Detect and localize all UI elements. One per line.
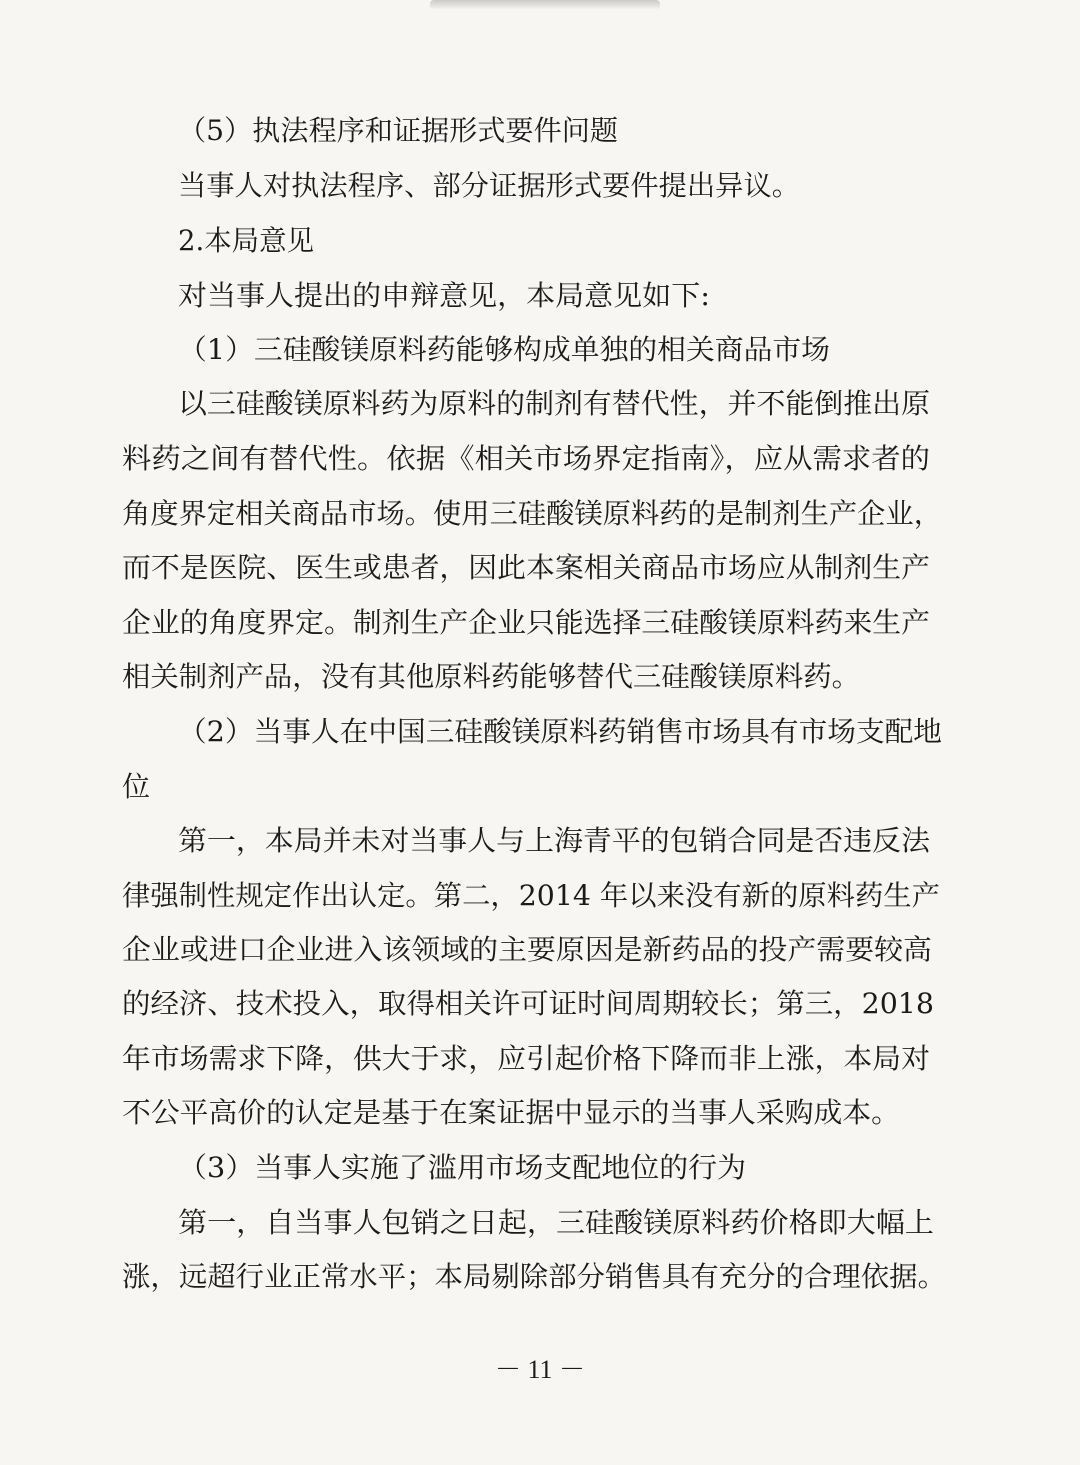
- text-line: [0, 1148, 1080, 1188]
- paragraph-line: 对当事人提出的申辩意见，本局意见如下:: [178, 279, 710, 312]
- paragraph-line: 年市场需求下降，供大于求，应引起价格下降而非上涨，本局对: [122, 1042, 930, 1075]
- text-line: [0, 548, 1080, 588]
- paragraph-line: 以三硅酸镁原料药为原料的制剂有替代性，并不能倒推出原: [178, 387, 931, 420]
- text-line: [0, 166, 1080, 206]
- text-line: [0, 276, 1080, 316]
- paragraph-line: 企业的角度界定。制剂生产企业只能选择三硅酸镁原料药来生产: [122, 606, 930, 639]
- paragraph-line: 第一，自当事人包销之日起，三硅酸镁原料药价格即大幅上: [178, 1206, 934, 1239]
- text-line: [0, 930, 1080, 970]
- text-line: [0, 111, 1080, 151]
- text-line: [0, 1093, 1080, 1133]
- section-heading: （5）执法程序和证据形式要件问题: [178, 114, 618, 147]
- text-line: [0, 821, 1080, 861]
- paragraph-line: 而不是医院、医生或患者，因此本案相关商品市场应从制剂生产: [122, 551, 930, 584]
- paragraph-line: 第一，本局并未对当事人与上海青平的包销合同是否违反法: [178, 824, 931, 857]
- paragraph-line: 当事人对执法程序、部分证据形式要件提出异议。: [178, 169, 800, 202]
- text-line: [0, 984, 1080, 1024]
- text-line: [0, 384, 1080, 424]
- page-number: － 11 －: [494, 1355, 586, 1384]
- text-line: [0, 876, 1080, 916]
- section-heading: （2）当事人在中国三硅酸镁原料药销售市场具有市场支配地: [178, 715, 942, 748]
- text-line: [0, 712, 1080, 752]
- paragraph-line: 涨，远超行业正常水平；本局剔除部分销售具有充分的合理依据。: [122, 1260, 946, 1293]
- text-line: [0, 1257, 1080, 1297]
- section-heading: （3）当事人实施了滥用市场支配地位的行为: [178, 1151, 746, 1184]
- paragraph-line: 不公平高价的认定是基于在案证据中显示的当事人采购成本。: [122, 1096, 901, 1129]
- text-line: [0, 603, 1080, 643]
- text-line: [0, 221, 1080, 261]
- section-heading: 2.本局意见: [178, 224, 314, 257]
- text-line: [0, 767, 1080, 807]
- text-line: [0, 1039, 1080, 1079]
- paragraph-line: 律强制性规定作出认定。第二，2014 年以来没有新的原料药生产: [122, 879, 940, 912]
- text-line: [0, 657, 1080, 697]
- paragraph-line: 角度界定相关商品市场。使用三硅酸镁原料药的是制剂生产企业，: [122, 497, 942, 530]
- text-line: [0, 330, 1080, 370]
- paragraph-line: 相关制剂产品，没有其他原料药能够替代三硅酸镁原料药。: [122, 660, 861, 693]
- paragraph-line: 料药之间有替代性。依据《相关市场界定指南》，应从需求者的: [122, 442, 931, 475]
- paragraph-line: 的经济、技术投入，取得相关许可证时间周期较长；第三，2018: [122, 987, 934, 1020]
- scan-artifact: [430, 0, 660, 10]
- section-heading: 位: [122, 770, 150, 803]
- paragraph-line: 企业或进口企业进入该领域的主要原因是新药品的投产需要较高: [122, 933, 932, 966]
- text-line: [0, 494, 1080, 534]
- text-line: [0, 439, 1080, 479]
- text-line: [0, 1203, 1080, 1243]
- section-heading: （1）三硅酸镁原料药能够构成单独的相关商品市场: [178, 333, 830, 366]
